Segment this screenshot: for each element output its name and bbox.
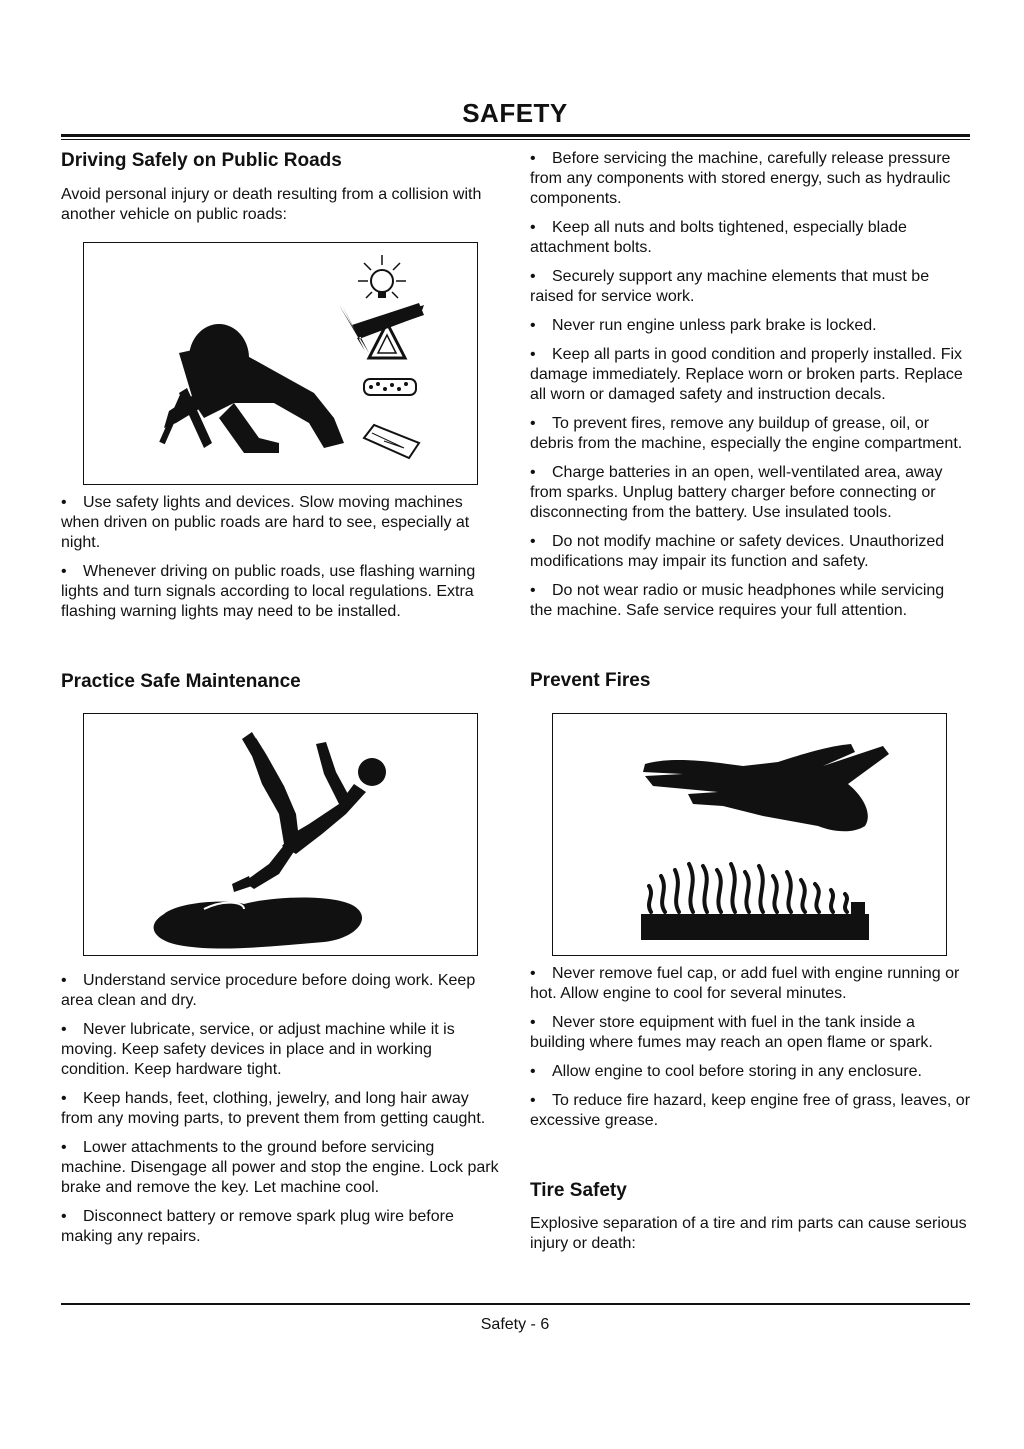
maintenance-cont-bullet-9: • Do not wear radio or music headphones while servicing the machine. Safe service requires your full attention. [530, 582, 945, 619]
right-column [530, 149, 970, 1254]
footer-rule [61, 1303, 970, 1305]
maintenance-bullet-5: • Disconnect battery or remove spark plug wire before making any repairs. [61, 1208, 454, 1245]
maintenance-cont-bullet-7: • Charge batteries in an open, well-ventilated area, away from sparks. Unplug battery charger before connecting or disconnecting from the battery. Use insulated tools. [530, 464, 943, 521]
maintenance-bullet-2: • Never lubricate, service, or adjust machine while it is moving. Keep safety devices in place and in working condition. Keep hardware tight. [61, 1021, 455, 1078]
tires-intro: Explosive separation of a tire and rim parts can cause serious injury or death: [530, 1215, 967, 1252]
collision-warning-illustration-icon [84, 243, 477, 484]
fires-bullet-3: • Allow engine to cool before storing in any enclosure. [530, 1063, 922, 1080]
maintenance-cont-bullet-3: • Securely support any machine elements that must be raised for service work. [530, 268, 930, 305]
maintenance-cont-bullet-1: • Before servicing the machine, carefully release pressure from any components with stored energy, such as hydraulic components. [530, 150, 951, 207]
hand-over-flames-figure [552, 713, 947, 956]
fires-bullet-1: • Never remove fuel cap, or add fuel with engine running or hot. Allow engine to cool for several minutes. [530, 965, 960, 1002]
tires-heading: Tire Safety [530, 1180, 627, 1201]
maintenance-heading: Practice Safe Maintenance [61, 671, 301, 692]
roads-intro: Avoid personal injury or death resulting from a collision with another vehicle on public roads: [61, 186, 482, 223]
slip-fall-illustration-icon [84, 714, 477, 955]
maintenance-cont-bullet-2: • Keep all nuts and bolts tightened, especially blade attachment bolts. [530, 219, 907, 256]
left-column [61, 149, 501, 1247]
maintenance-cont-bullet-5: • Keep all parts in good condition and properly installed. Fix damage immediately. Replace worn or broken parts. Replace all worn or damaged safety and instruction decals. [530, 346, 963, 403]
roads-heading: Driving Safely on Public Roads [61, 150, 342, 171]
slip-fall-figure [83, 713, 478, 956]
fires-bullet-2: • Never store equipment with fuel in the tank inside a building where fumes may reach an open flame or spark. [530, 1014, 933, 1051]
fires-heading: Prevent Fires [530, 670, 651, 691]
header-rule-thin [61, 139, 970, 140]
maintenance-cont-bullet-8: • Do not modify machine or safety devices. Unauthorized modifications may impair its function and safety. [530, 533, 945, 570]
maintenance-bullet-4: • Lower attachments to the ground before servicing machine. Disengage all power and stop the engine. Lock park brake and remove the key. Let machine cool. [61, 1139, 499, 1196]
maintenance-cont-bullet-4: • Never run engine unless park brake is locked. [530, 317, 877, 334]
maintenance-bullet-1: • Understand service procedure before doing work. Keep area clean and dry. [61, 972, 476, 1009]
header-rule-thick [61, 134, 970, 137]
collision-warning-figure [83, 242, 478, 485]
roads-bullet-1: • Use safety lights and devices. Slow moving machines when driven on public roads are hard to see, especially at night. [61, 494, 470, 551]
maintenance-cont-bullet-6: • To prevent fires, remove any buildup of grease, oil, or debris from the machine, especially the engine compartment. [530, 415, 963, 452]
hand-over-flames-illustration-icon [553, 714, 946, 955]
page-footer: Safety - 6 [480, 1316, 550, 1333]
page-title: SAFETY [462, 98, 568, 128]
fires-bullet-4: • To reduce fire hazard, keep engine free of grass, leaves, or excessive grease. [530, 1092, 971, 1129]
roads-bullet-2: • Whenever driving on public roads, use flashing warning lights and turn signals according to local regulations. Extra flashing warning lights may need to be installed. [61, 563, 476, 620]
maintenance-bullet-3: • Keep hands, feet, clothing, jewelry, and long hair away from any moving parts, to prevent them from getting caught. [61, 1090, 486, 1127]
